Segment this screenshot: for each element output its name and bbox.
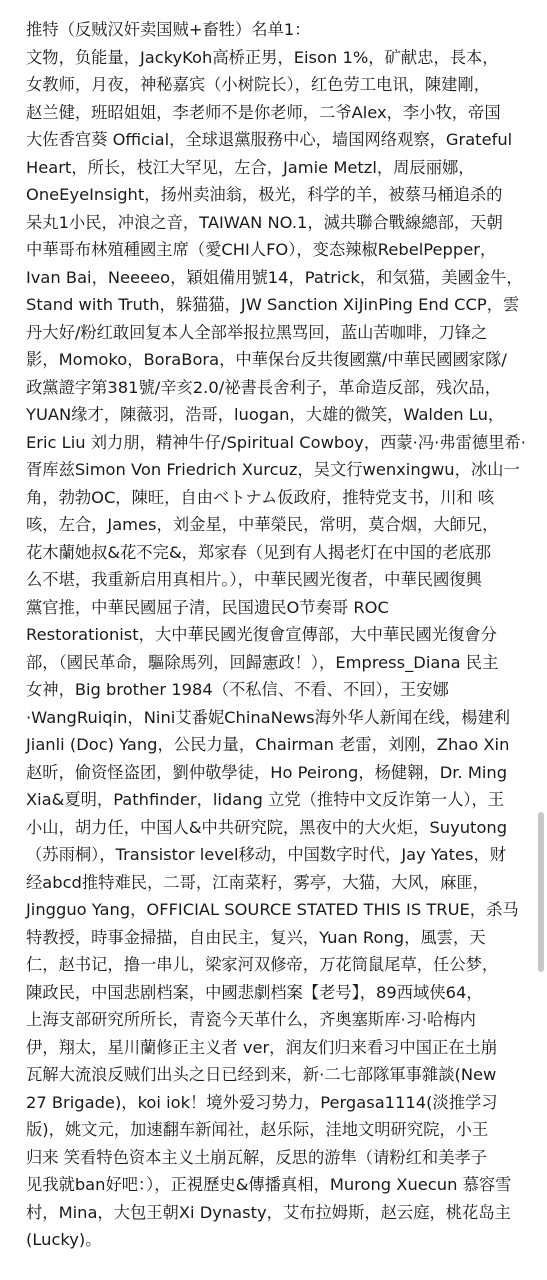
text-line: 花木蘭她叔&花不完&，郑家春（见到有人揭老灯在中国的老底那 xyxy=(26,542,491,562)
text-line: 赵昕，偷资怪盗团，劉仲敬學徒，Ho Peirong，杨健翱，Dr. Ming xyxy=(26,762,508,782)
text-line: 村，Mina，大包王朝Xi Dynasty，艾布拉姆斯，赵云庭，桃花岛主 xyxy=(26,1202,511,1222)
text-line: 见我就ban好吧：），正視歷史&傳播真相，Murong Xuecun 慕容雪 xyxy=(26,1175,512,1194)
text-line: （苏雨桐），Transistor level移动，中国数字时代，Jay Yates，财 xyxy=(26,845,507,864)
text-line: Xia&夏明，Pathfinder，lidang 立党（推特中文反诈第一人），王 xyxy=(26,790,505,809)
text-line: 部，（國民革命，驅除馬列，回歸憲政！），Empress_Diana 民主 xyxy=(26,652,499,672)
text-line: 仁，赵书记，撸一串儿，梁家河双修帝，万花筒鼠尾草，任公梦， xyxy=(26,955,499,974)
text-line: 影，Momoko，BoraBora，中華保台反共復國黨/中華民國國家隊/ xyxy=(26,350,507,369)
text-line: 文物，负能量，JackyKoh高桥正男，Eison 1%，矿献忠，長本， xyxy=(26,47,499,67)
text-line: 大佐香宫葵 Official，全球退黨服務中心，墙国网络观察，Grateful xyxy=(26,130,513,149)
text-line: 政黨證字第381號/辛亥2.0/祕書長舍利子，革命造反部，残次品， xyxy=(26,377,501,397)
text-line: ·WangRuiqin，Nini艾番妮ChinaNews海外华人新闻在线，楊建利 xyxy=(26,707,511,727)
document-title: 推特（反贼汉奸卖国贼+畜牲）名单1： xyxy=(26,20,311,39)
text-line: YUAN缘才，陳薇羽，浩哥，luogan，大雄的微笑，Walden Lu， xyxy=(26,405,505,424)
text-line: 角，勃勃OC，陳旺，自由ベトナム仮政府，推特党支书，川和 咳 xyxy=(26,487,495,507)
text-line: 丹大好/粉红敢回复本人全部举报拉黑骂回，蓝山苦咖啡，刀锋之 xyxy=(26,322,488,342)
text-line: Heart，所长，枝江大罕见，左合，Jamie Metzl，周辰丽娜， xyxy=(26,157,475,177)
text-line: Restorationist，大中華民國光復會宣傳部，大中華民國光復會分 xyxy=(26,625,497,644)
text-line: 归来 笑看特色资本主义土崩瓦解，反思的游隼（请粉红和美孝子 xyxy=(26,1147,488,1167)
text-line: Jingguo Yang，OFFICIAL SOURCE STATED THIS IS TRUE，杀马 xyxy=(26,900,519,919)
text-line: 黨官推，中華民國屈子清，民国遗民O节奏哥 ROC xyxy=(26,597,389,617)
text-line: Stand with Truth，躲猫猫，JW Sanction XiJinPing End CCP，雲 xyxy=(26,295,520,314)
text-line: 瓦解大流浪反贼们出头之日已经到来，新·二七部隊軍事雜談(New xyxy=(26,1065,497,1084)
text-line: 胥库兹Simon Von Friedrich Xurcuz，吴文行wenxingwu，冰山一 xyxy=(26,460,520,479)
text-line: 咳，左合，James，刘金星，中華榮民，常明，莫合烟，大師兄， xyxy=(26,515,499,534)
text-line: 版)，姚文元，加速翻车新闻社，赵乐际，洼地文明研究院，小王 xyxy=(26,1120,489,1139)
scrollbar-thumb[interactable] xyxy=(538,812,544,972)
text-line: 上海支部研究所所长，青瓷今天革什么，齐奥塞斯库·习·哈梅内 xyxy=(26,1010,476,1029)
text-line: Eric Liu 刘力朋，精神牛仔/Spiritual Cowboy，西蒙·冯·弗雷德里希· xyxy=(26,432,526,452)
text-line: OneEyeInsight，扬州卖油翁，极光，科学的羊，被蔡马桶追杀的 xyxy=(26,185,503,204)
text-line: 赵兰健，班昭姐姐，李老师不是你老师，二爷Alex，李小牧，帝国 xyxy=(26,102,501,122)
text-line: 女神，Big brother 1984（不私信、不看、不回），王安娜 xyxy=(26,680,449,699)
text-line: Jianli (Doc) Yang，公民力量，Chairman 老雷，刘刚，Zhao Xin xyxy=(26,735,510,754)
text-line: 伊，翔太，星川蘭修正主义者 ver，润友们归来看习中国正在土崩 xyxy=(26,1037,498,1057)
text-line: 小山，胡力任，中国人&中共研究院，黑夜中的大火炬，Suyutong xyxy=(26,817,508,837)
text-line: 中華哥布林殖種國主席（愛CHI人FO），变态辣椒RebelPepper， xyxy=(26,240,497,259)
text-line: 特教授，時事金掃描，自由民主，复兴，Yuan Rong，風雲，天 xyxy=(26,927,486,947)
text-line: 呆丸1小民，冲浪之音，TAIWAN NO.1，滅共聯合戰線總部，天朝 xyxy=(26,212,503,232)
text-line: 陳政民，中国悲剧档案，中國悲劇档案【老号】，89西域侠64， xyxy=(26,982,483,1002)
text-line: 么不堪，我重新启用真相片。），中華民國光復者，中華民國復興 xyxy=(26,570,482,589)
text-line: 27 Brigade)，koi iok！境外爱习势力，Pergasa1114(淡推学习 xyxy=(26,1092,498,1112)
text-line: 经abcd推特难民，二哥，江南菜籽，雾亭，大猫，大风，麻匪， xyxy=(26,872,489,892)
text-line: (Lucky)。 xyxy=(26,1230,102,1249)
text-line: Ivan Bai，Neeeeo，穎姐備用號14，Patrick，和気猫，美國金牛， xyxy=(26,267,523,287)
text-line: 女教师，月夜，神秘嘉宾（小树院长），红色劳工电讯，陳建剛， xyxy=(26,75,491,94)
document-body xyxy=(26,16,526,1254)
